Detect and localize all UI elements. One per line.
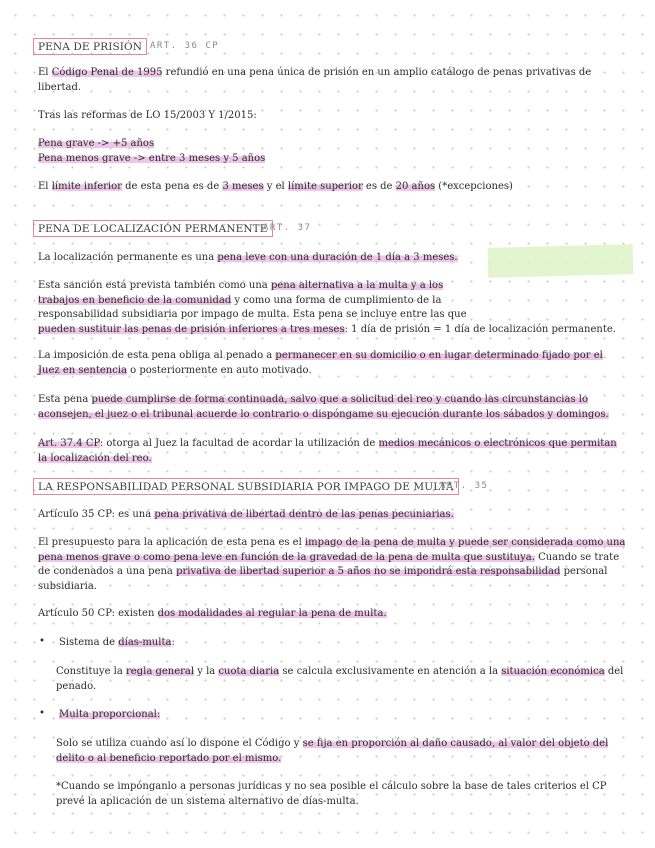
section-heading-localizacion: PENA DE LOCALIZACIÓN PERMANENTE — [33, 220, 273, 237]
paragraph: Pena grave -> +5 años Pena menos grave -> entre 3 meses y 5 años — [38, 138, 266, 164]
paragraph: La localización permanente es una pena leve con una duración de 1 día a 3 meses. — [38, 252, 458, 263]
article-reference: ART. 35 — [440, 481, 489, 491]
paragraph: Tras las reformas de LO 15/2003 Y 1/2015: — [38, 110, 257, 121]
paragraph: Esta sanción está prevista también como una pena alternativa a la multa y a los trabajos en beneficio de la comunidad y como una forma de cumplimiento de la responsabilidad subsidiaria por impago de multa. Esta pena se incluye entre las que pueden sustituir las penas de prisión inferiores a tres meses: 1 día de prisión = 1 día de localización permanente. — [38, 280, 616, 335]
bullet-dot: • — [39, 708, 45, 719]
paragraph: La imposición de esta pena obliga al penado a permanecer en su domicilio o en lugar determinado fijado por el Juez en sentencia o posteriormente en auto motivado. — [38, 350, 603, 376]
paragraph: Solo se utiliza cuando así lo dispone el Código y se fija en proporción al daño causado, al valor del objeto del delito o al beneficio reportado por el mismo. — [56, 738, 609, 764]
section-heading-prision: PENA DE PRISIÓN — [33, 38, 147, 55]
bullet-item-multa-proporcional: Multa proporcional: — [59, 709, 161, 720]
paragraph: Constituye la regla general y la cuota diaria se calcula exclusivamente en atención a la situación económica del penado. — [56, 666, 624, 692]
paragraph: El Código Penal de 1995 refundió en una pena única de prisión en un amplio catálogo de penas privativas de libertad. — [38, 67, 592, 93]
article-reference: ART. 37 — [263, 223, 312, 233]
bullet-dot: • — [39, 636, 45, 647]
paragraph: *Cuando se impónganlo a personas jurídicas y no sea posible el cálculo sobre la base de tales criterios el CP prevé la aplicación de un sistema alternativo de días-multa. — [56, 781, 607, 807]
paragraph: Artículo 35 CP: es una pena privativa de libertad dentro de las penas pecuniarias. — [38, 509, 454, 520]
paragraph: El límite inferior de esta pena es de 3 meses y el límite superior es de 20 años (*excepciones) — [38, 181, 513, 192]
bullet-item-dias-multa: Sistema de días-multa: — [59, 637, 175, 648]
paragraph: El presupuesto para la aplicación de esta pena es el impago de la pena de multa y puede ser considerada como una pena menos grave o como pena leve en función de la gravedad de la pena de multa que sustituya. Cuando se trate de condenados a una pena privativa de libertad superior a 5 años no se impondrá esta responsabilidad personal subsidiaria. — [38, 537, 626, 592]
article-reference: ART. 36 CP — [150, 41, 220, 51]
paragraph: Esta pena puede cumplirse de forma continuada, salvo que a solicitud del reo y cuando las circunstancias lo aconsejen, el juez o el tribunal acuerde lo contrario o dispóngame su ejecución durante los sábados y domingos. — [38, 394, 609, 420]
section-heading-responsabilidad: LA RESPONSABILIDAD PERSONAL SUBSIDIARIA POR IMPAGO DE MULTA — [33, 478, 459, 495]
paragraph: Artículo 50 CP: existen dos modalidades al regular la pena de multa. — [38, 608, 387, 619]
paragraph: Art. 37.4 CP: otorga al Juez la facultad de acordar la utilización de medios mecánicos o electrónicos que permitan la localización del reo. — [38, 438, 617, 464]
